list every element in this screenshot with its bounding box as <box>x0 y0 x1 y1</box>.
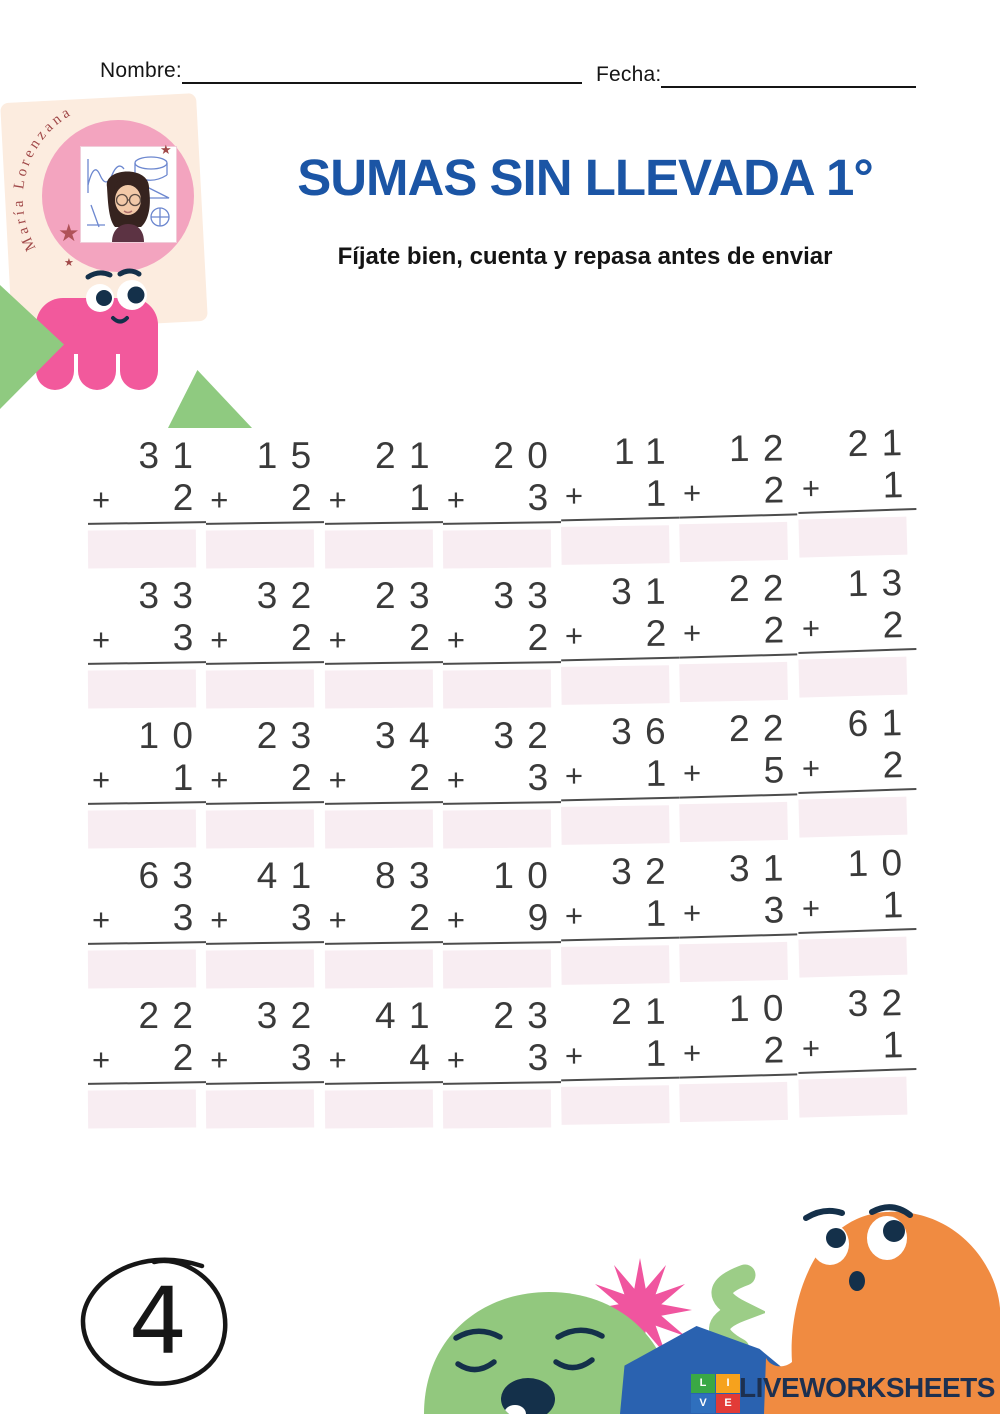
addition-problem <box>443 856 561 988</box>
answer-input-box[interactable] <box>798 937 907 978</box>
sum-line <box>680 1073 798 1078</box>
answer-input-box[interactable] <box>443 1090 552 1129</box>
bottom-addend: 2 <box>881 744 904 786</box>
addition-problem <box>88 996 206 1128</box>
top-addend: 21 <box>846 421 916 465</box>
plus-sign: + <box>565 1038 584 1074</box>
bottom-addend: 9 <box>527 897 549 938</box>
sum-line <box>206 801 324 805</box>
bottom-addend: 3 <box>172 617 194 658</box>
plus-sign: + <box>446 1042 465 1077</box>
answer-input-box[interactable] <box>798 657 907 698</box>
problems-grid <box>88 421 916 1128</box>
answer-input-box[interactable] <box>88 950 197 989</box>
answer-input-box[interactable] <box>680 1082 789 1122</box>
bottom-addend: 4 <box>409 1037 430 1078</box>
sum-line <box>443 1081 561 1085</box>
answer-input-box[interactable] <box>88 1090 197 1129</box>
logo-letter: E <box>716 1394 740 1413</box>
addition-problem <box>561 432 680 565</box>
plus-sign: + <box>565 898 584 934</box>
top-addend: 83 <box>375 855 443 896</box>
sum-line <box>88 521 206 525</box>
sum-line <box>443 661 561 665</box>
sum-line <box>88 1081 206 1085</box>
answer-input-box[interactable] <box>443 530 552 569</box>
star-icon: ★ <box>160 142 172 157</box>
top-addend: 12 <box>729 427 798 470</box>
page-number-circle <box>70 1240 240 1395</box>
plus-sign: + <box>683 475 702 511</box>
addition-problem <box>561 572 680 705</box>
plus-sign: + <box>210 482 229 517</box>
sum-line <box>561 657 679 662</box>
addition-problem <box>561 852 680 985</box>
plus-sign: + <box>92 902 111 937</box>
answer-input-box[interactable] <box>443 670 552 709</box>
sum-line <box>88 801 206 805</box>
plus-sign: + <box>92 1042 111 1077</box>
plus-sign: + <box>92 482 111 517</box>
sum-line <box>680 653 798 658</box>
top-addend: 21 <box>611 990 680 1033</box>
plus-sign: + <box>565 618 584 654</box>
answer-input-box[interactable] <box>680 942 789 982</box>
bottom-addend: 2 <box>172 1037 194 1078</box>
star-icon: ★ <box>58 220 80 247</box>
top-addend: 63 <box>138 855 207 896</box>
date-label: Fecha: <box>596 63 662 86</box>
top-addend: 15 <box>256 435 325 476</box>
plus-sign: + <box>801 890 821 927</box>
answer-input-box[interactable] <box>798 1077 907 1118</box>
answer-input-box[interactable] <box>561 525 670 565</box>
plus-sign: + <box>92 762 111 797</box>
plus-sign: + <box>683 615 702 651</box>
answer-input-box[interactable] <box>324 810 433 849</box>
author-name: María Lorenzana <box>10 103 76 254</box>
top-addend: 36 <box>611 710 680 753</box>
addition-problem <box>206 716 324 848</box>
plus-sign: + <box>683 755 702 791</box>
addition-problem <box>796 703 917 837</box>
plus-sign: + <box>446 482 465 517</box>
instructions-text: Fíjate bien, cuenta y repasa antes de enviar <box>337 243 833 270</box>
bottom-addend: 2 <box>290 757 312 798</box>
sum-line <box>206 661 324 665</box>
top-addend: 41 <box>256 855 325 896</box>
bottom-addend: 5 <box>763 749 785 791</box>
sum-line <box>680 933 798 938</box>
bottom-addend: 2 <box>763 609 785 651</box>
bottom-addend: 2 <box>409 617 430 658</box>
answer-input-box[interactable] <box>324 670 433 709</box>
name-write-line[interactable] <box>182 58 582 84</box>
plus-sign: + <box>210 622 229 657</box>
green-triangle-shape <box>168 370 252 428</box>
bottom-addend: 1 <box>409 477 430 518</box>
top-addend: 34 <box>375 715 443 756</box>
sum-line <box>561 517 679 522</box>
bottom-addend: 2 <box>763 1029 785 1071</box>
addition-problem <box>206 856 324 988</box>
bottom-addend: 2 <box>172 477 194 518</box>
addition-problem <box>679 568 799 701</box>
bottom-addend: 2 <box>645 612 667 654</box>
sum-line <box>206 1081 324 1085</box>
name-field-row <box>100 54 582 84</box>
top-addend: 31 <box>611 570 680 613</box>
answer-input-box[interactable] <box>324 950 433 989</box>
top-addend: 33 <box>493 575 562 616</box>
answer-input-box[interactable] <box>561 665 670 705</box>
top-addend: 23 <box>256 715 325 756</box>
top-addend: 41 <box>375 995 443 1036</box>
answer-input-box[interactable] <box>206 810 315 849</box>
answer-input-box[interactable] <box>680 522 789 562</box>
plus-sign: + <box>801 470 821 507</box>
addition-problem <box>206 576 324 708</box>
sum-line <box>798 508 916 514</box>
addition-problem <box>88 576 206 708</box>
top-addend: 10 <box>493 855 562 896</box>
top-addend: 31 <box>138 435 207 476</box>
sum-line <box>206 941 324 945</box>
date-field-row <box>596 58 916 88</box>
addition-problem <box>88 436 206 568</box>
plus-sign: + <box>328 622 347 657</box>
top-addend: 33 <box>138 575 207 616</box>
answer-input-box[interactable] <box>88 530 197 569</box>
sum-line <box>561 937 679 942</box>
addition-problem <box>206 996 324 1128</box>
page-number: 4 <box>128 1268 188 1375</box>
bottom-addend: 3 <box>527 757 549 798</box>
top-addend: 22 <box>729 707 798 750</box>
addition-problem <box>679 848 799 981</box>
date-write-line[interactable] <box>661 62 916 88</box>
bottom-addend: 3 <box>763 889 785 931</box>
top-addend: 22 <box>729 567 798 610</box>
top-addend: 20 <box>493 435 562 476</box>
answer-input-box[interactable] <box>680 662 789 702</box>
bottom-addend: 1 <box>881 1024 904 1066</box>
logo-letter: V <box>691 1394 715 1413</box>
bottom-addend: 3 <box>527 1037 549 1078</box>
bottom-addend: 1 <box>645 892 667 934</box>
sum-line <box>798 788 916 794</box>
answer-input-box[interactable] <box>798 517 907 558</box>
sum-line <box>798 1068 916 1074</box>
addition-problem <box>561 712 680 845</box>
answer-input-box[interactable] <box>206 950 315 989</box>
addition-problem <box>796 843 917 977</box>
answer-input-box[interactable] <box>206 1090 315 1129</box>
addition-problem <box>88 856 206 988</box>
plus-sign: + <box>801 610 821 647</box>
answer-input-box[interactable] <box>324 530 433 569</box>
answer-input-box[interactable] <box>324 1090 433 1129</box>
sum-line <box>88 661 206 665</box>
top-addend: 10 <box>138 715 207 756</box>
plus-sign: + <box>801 750 821 787</box>
answer-input-box[interactable] <box>443 810 552 849</box>
addition-problem <box>443 436 561 568</box>
plus-sign: + <box>328 482 347 517</box>
top-addend: 32 <box>256 995 325 1036</box>
sum-line <box>798 928 916 934</box>
addition-problem <box>679 708 799 841</box>
bottom-addend: 3 <box>290 897 312 938</box>
bottom-addend: 2 <box>881 604 904 646</box>
answer-input-box[interactable] <box>561 1085 670 1125</box>
addition-problem <box>561 992 680 1125</box>
answer-input-box[interactable] <box>206 530 315 569</box>
top-addend: 32 <box>611 850 680 893</box>
plus-sign: + <box>683 1035 702 1071</box>
addition-problem <box>443 996 561 1128</box>
bottom-addend: 1 <box>881 464 904 506</box>
addition-problem <box>679 428 799 561</box>
sum-line <box>443 941 561 945</box>
plus-sign: + <box>210 762 229 797</box>
bottom-addend: 3 <box>290 1037 312 1078</box>
sum-line <box>325 801 443 805</box>
sum-line <box>561 797 679 802</box>
sum-line <box>325 941 443 945</box>
answer-input-box[interactable] <box>206 670 315 709</box>
plus-sign: + <box>210 902 229 937</box>
sum-line <box>206 521 324 525</box>
liveworksheets-logo-icon <box>691 1374 740 1413</box>
addition-problem <box>325 436 443 568</box>
sum-line <box>325 521 443 525</box>
plus-sign: + <box>446 902 465 937</box>
top-addend: 10 <box>729 987 798 1030</box>
addition-problem <box>325 996 443 1128</box>
plus-sign: + <box>565 478 584 514</box>
addition-problem <box>796 423 917 557</box>
addition-problem <box>443 716 561 848</box>
sum-line <box>798 648 916 654</box>
star-icon: ★ <box>64 257 74 269</box>
answer-input-box[interactable] <box>561 945 670 985</box>
sum-line <box>561 1077 679 1082</box>
plus-sign: + <box>446 762 465 797</box>
bottom-addend: 3 <box>172 897 194 938</box>
answer-input-box[interactable] <box>798 797 907 838</box>
plus-sign: + <box>210 1042 229 1077</box>
bottom-addend: 1 <box>645 472 667 514</box>
top-addend: 23 <box>375 575 443 616</box>
top-addend: 10 <box>846 841 916 885</box>
sum-line <box>88 941 206 945</box>
logo-letter: I <box>716 1374 740 1393</box>
liveworksheets-wordmark: LIVEWORKSHEETS <box>739 1372 995 1403</box>
plus-sign: + <box>801 1030 821 1067</box>
bottom-addend: 1 <box>172 757 194 798</box>
top-addend: 23 <box>493 995 562 1036</box>
answer-input-box[interactable] <box>88 810 197 849</box>
name-label: Nombre: <box>100 59 182 82</box>
answer-input-box[interactable] <box>561 805 670 845</box>
page-title: SUMAS SIN LLEVADA 1° <box>297 149 873 206</box>
plus-sign: + <box>328 762 347 797</box>
addition-problem <box>796 983 917 1117</box>
top-addend: 21 <box>375 435 443 476</box>
answer-input-box[interactable] <box>443 950 552 989</box>
bottom-addend: 1 <box>645 1032 667 1074</box>
sum-line <box>680 513 798 518</box>
bottom-addend: 2 <box>527 617 549 658</box>
sum-line <box>680 793 798 798</box>
top-addend: 13 <box>846 561 916 605</box>
addition-problem <box>679 988 799 1121</box>
top-addend: 32 <box>493 715 562 756</box>
sum-line <box>325 661 443 665</box>
answer-input-box[interactable] <box>88 670 197 709</box>
bottom-addend: 2 <box>290 477 312 518</box>
addition-problem <box>796 563 917 697</box>
addition-problem <box>325 716 443 848</box>
top-addend: 11 <box>613 430 680 473</box>
plus-sign: + <box>565 758 584 794</box>
addition-problem <box>88 716 206 848</box>
top-addend: 22 <box>138 995 207 1036</box>
bottom-addend: 2 <box>409 897 430 938</box>
sum-line <box>443 801 561 805</box>
bottom-addend: 3 <box>527 477 549 518</box>
plus-sign: + <box>328 1042 347 1077</box>
plus-sign: + <box>328 902 347 937</box>
sum-line <box>443 521 561 525</box>
top-addend: 61 <box>846 701 916 745</box>
plus-sign: + <box>683 895 702 931</box>
plus-sign: + <box>446 622 465 657</box>
plus-sign: + <box>92 622 111 657</box>
logo-letter: L <box>691 1374 715 1393</box>
answer-input-box[interactable] <box>680 802 789 842</box>
addition-problem <box>325 576 443 708</box>
addition-problem <box>325 856 443 988</box>
bottom-addend: 2 <box>409 757 430 798</box>
addition-problem <box>206 436 324 568</box>
bottom-addend: 2 <box>763 469 785 511</box>
bottom-addend: 2 <box>290 617 312 658</box>
bottom-addend: 1 <box>645 752 667 794</box>
addition-problem <box>443 576 561 708</box>
top-addend: 32 <box>846 981 916 1025</box>
top-addend: 31 <box>729 847 798 890</box>
bottom-addend: 1 <box>881 884 904 926</box>
sum-line <box>325 1081 443 1085</box>
top-addend: 32 <box>256 575 325 616</box>
